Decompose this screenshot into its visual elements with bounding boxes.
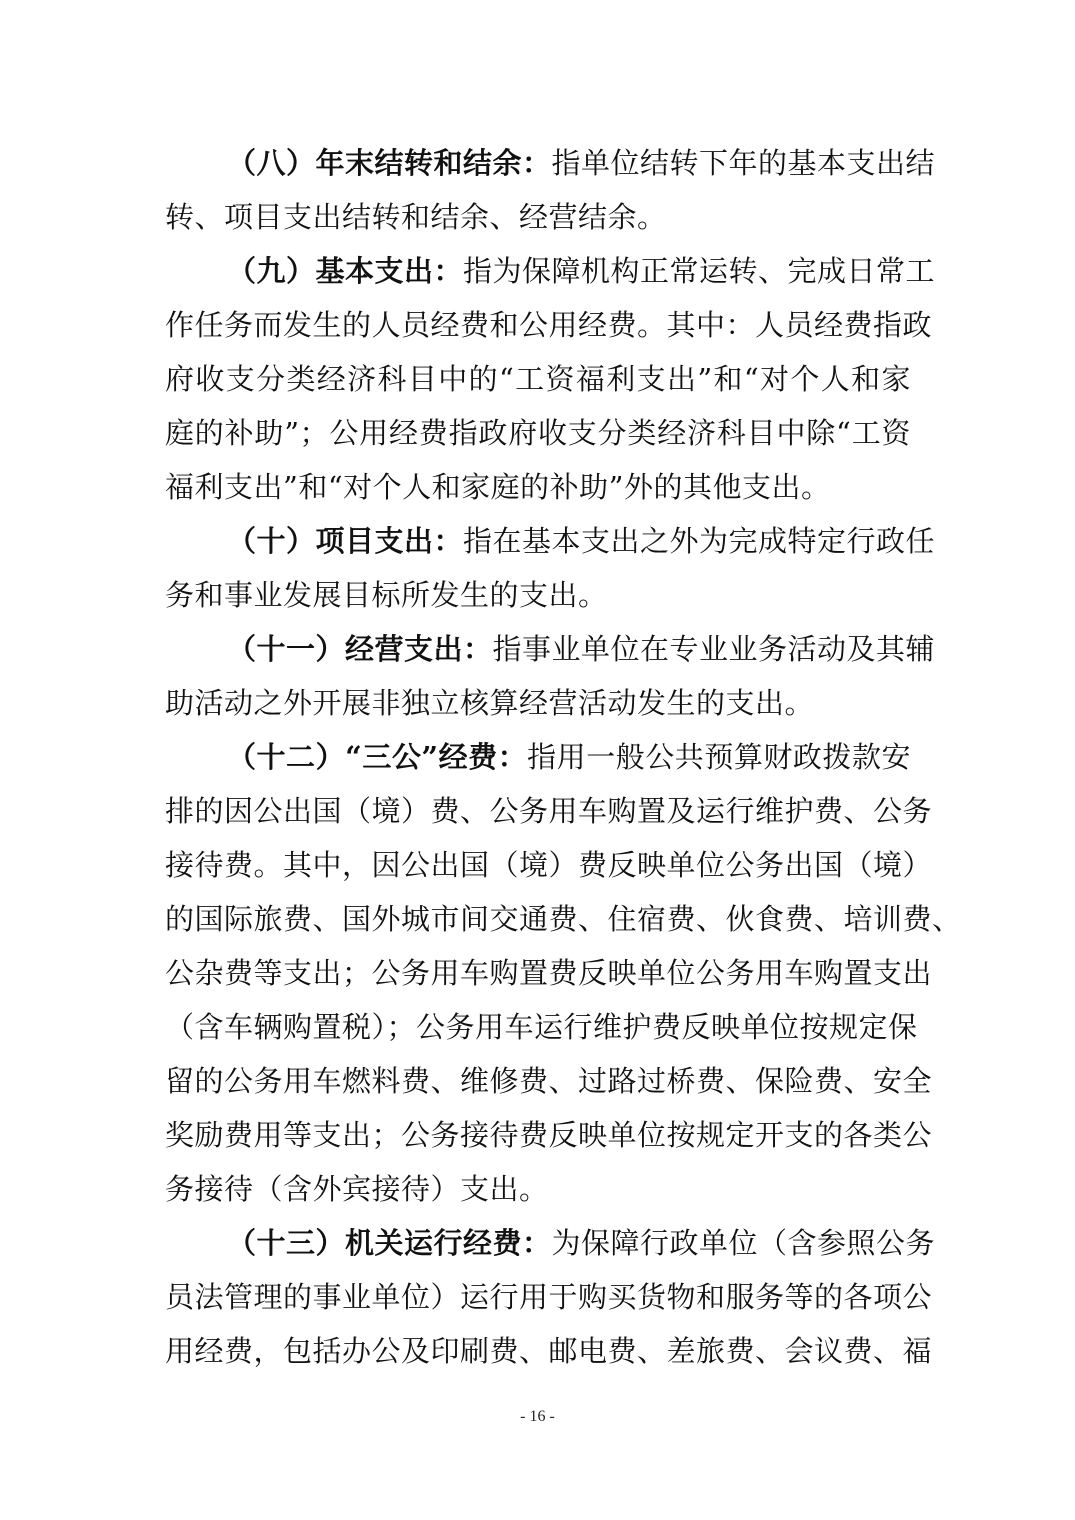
paragraph-heading: （十三）机关运行经费： (227, 1226, 552, 1260)
text-line (165, 1216, 936, 1270)
line-text: 作任务而发生的人员经费和公用经费。其中：人员经费指政 (165, 308, 933, 342)
text-line (165, 1054, 933, 1108)
line-text: 员法管理的事业单位）运行用于购买货物和服务等的各项公 (165, 1280, 933, 1314)
text-line (165, 460, 911, 514)
paragraph (165, 514, 936, 622)
line-text: 务接待（含外宾接待）支出。 (165, 1172, 549, 1206)
text-line (165, 244, 936, 298)
line-text: 接待费。其中，因公出国（境）费反映单位公务出国（境） (165, 848, 933, 882)
line-text: 庭的补助”；公用经费指政府收支分类经济科目中除“工资 (165, 416, 911, 450)
line-text: 留的公务用车燃料费、维修费、过路过桥费、保险费、安全 (165, 1064, 933, 1098)
text-line (165, 568, 911, 622)
line-text: 府收支分类经济科目中的“工资福利支出”和“对个人和家 (165, 362, 911, 396)
line-text: 的国际旅费、国外城市间交通费、住宿费、伙食费、培训费、 (165, 902, 962, 936)
text-line (165, 352, 911, 406)
paragraph (165, 136, 936, 244)
line-text: 用经费，包括办公及印刷费、邮电费、差旅费、会议费、福 (165, 1334, 933, 1368)
line-text: 助活动之外开展非独立核算经营活动发生的支出。 (165, 686, 815, 720)
text-line (165, 676, 911, 730)
text-line (165, 784, 933, 838)
line-text: 福利支出”和“对个人和家庭的补助”外的其他支出。 (165, 470, 831, 504)
line-text: 指事业单位在专业业务活动及其辅 (492, 632, 936, 666)
paragraph (165, 730, 962, 1216)
text-line (165, 190, 911, 244)
text-line (165, 730, 911, 784)
line-text: 排的因公出国（境）费、公务用车购置及运行维护费、公务 (165, 794, 933, 828)
paragraph-heading: （十）项目支出： (227, 524, 464, 558)
line-text: 奖励费用等支出；公务接待费反映单位按规定开支的各类公 (165, 1118, 933, 1152)
paragraph (165, 1216, 936, 1378)
text-line (165, 136, 936, 190)
text-line (165, 838, 933, 892)
line-text: 转、项目支出结转和结余、经营结余。 (165, 200, 667, 234)
text-line (165, 406, 911, 460)
line-text: 公杂费等支出；公务用车购置费反映单位公务用车购置支出 (165, 956, 933, 990)
line-text: 为保障行政单位（含参照公务 (551, 1226, 936, 1260)
line-text: 务和事业发展目标所发生的支出。 (165, 578, 608, 612)
text-line (165, 298, 933, 352)
text-line (165, 1270, 933, 1324)
text-line (165, 1000, 918, 1054)
paragraph-heading: （十二）“三公”经费： (227, 740, 528, 774)
paragraph-heading: （八）年末结转和结余： (227, 146, 552, 180)
paragraph (165, 622, 936, 730)
line-text: 指为保障机构正常运转、完成日常工 (463, 254, 936, 288)
text-line (165, 622, 936, 676)
page-number: - 16 - (520, 1408, 555, 1425)
line-text: （含车辆购置税）；公务用车运行维护费反映单位按规定保 (165, 1010, 918, 1044)
text-line (165, 946, 933, 1000)
line-text: 指单位结转下年的基本支出结 (551, 146, 936, 180)
text-line (165, 1324, 933, 1378)
paragraph-heading: （九）基本支出： (227, 254, 464, 288)
document-body (165, 136, 962, 1378)
text-line (165, 1162, 911, 1216)
text-line (165, 892, 962, 946)
line-text: 指用一般公共预算财政拨款安 (527, 740, 911, 774)
text-line (165, 514, 936, 568)
line-text: 指在基本支出之外为完成特定行政任 (463, 524, 936, 558)
text-line (165, 1108, 933, 1162)
paragraph (165, 244, 936, 514)
paragraph-heading: （十一）经营支出： (227, 632, 493, 666)
